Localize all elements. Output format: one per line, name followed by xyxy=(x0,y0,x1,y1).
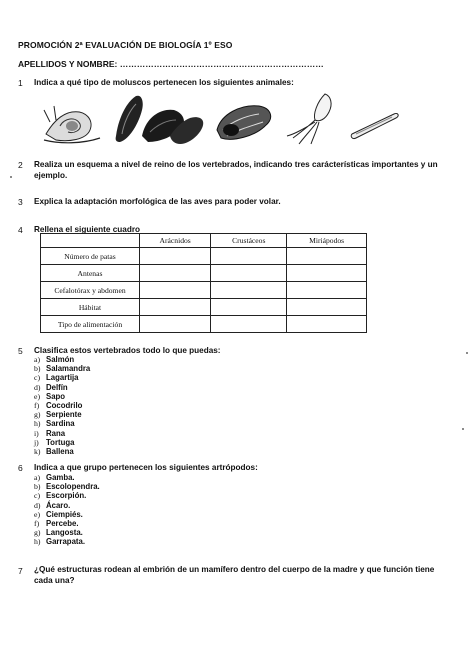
question-4-number: 4 xyxy=(18,225,23,235)
answer-cell[interactable] xyxy=(211,316,287,333)
answer-cell[interactable] xyxy=(287,248,367,265)
squid-icon xyxy=(287,94,331,144)
list-item: c) Lagartija xyxy=(34,373,79,383)
name-line: APELLIDOS Y NOMBRE: ……………………………………………………………… xyxy=(18,59,324,69)
question-6-text: Indica a que grupo pertenecen los siguientes artrópodos: xyxy=(34,463,258,472)
question-7-text-line1: ¿Qué estructuras rodean al embrión de un mamífero dentro del cuerpo de la madre y que función tiene xyxy=(34,565,435,574)
list-item: j) Tortuga xyxy=(34,437,75,447)
exam-title: PROMOCIÓN 2ª EVALUACIÓN DE BIOLOGÍA 1º ESO xyxy=(18,40,233,50)
answer-cell[interactable] xyxy=(140,248,211,265)
question-7-number: 7 xyxy=(18,566,23,576)
list-item: h) Garrapata. xyxy=(34,537,86,547)
snail-icon xyxy=(44,106,100,143)
answer-cell[interactable] xyxy=(140,299,211,316)
sea-shell-icon xyxy=(217,106,271,140)
answer-cell[interactable] xyxy=(140,316,211,333)
list-item: b) Salamandra xyxy=(34,364,91,374)
table-header-cell xyxy=(41,234,140,248)
table-row xyxy=(41,248,367,265)
table-header-row xyxy=(41,234,367,248)
question-5-text: Clasifica estos vertebrados todo lo que puedas: xyxy=(34,346,221,355)
list-item: a) Salmón xyxy=(34,355,75,364)
list-item: b) Escolopendra. xyxy=(34,482,100,492)
answer-cell[interactable] xyxy=(211,265,287,282)
table-row xyxy=(41,265,367,282)
clam-icon xyxy=(142,110,203,144)
list-item: f) Percebe. xyxy=(34,519,79,529)
question-2-text-line1: Realiza un esquema a nivel de reino de los vertebrados, indicando tres carácterísticas importantes y un xyxy=(34,160,438,169)
answer-cell[interactable] xyxy=(211,299,287,316)
list-item: c) Escorpión. xyxy=(34,491,87,501)
question-1-text: Indica a qué tipo de moluscos pertenecen los siguientes animales: xyxy=(34,78,294,87)
list-item: h) Sardina xyxy=(34,419,75,429)
answer-cell[interactable] xyxy=(287,282,367,299)
table-row xyxy=(41,299,367,316)
question-5-number: 5 xyxy=(18,346,23,356)
table-header-cell: Crustáceos xyxy=(211,234,287,248)
table-header-cell: Arácnidos xyxy=(140,234,211,248)
table-row xyxy=(41,282,367,299)
question-2-number: 2 xyxy=(18,160,23,170)
list-item: f) Cocodrilo xyxy=(34,401,83,411)
mussel-icon xyxy=(116,96,143,142)
answer-cell[interactable] xyxy=(287,316,367,333)
list-item: d) Ácaro. xyxy=(34,500,71,510)
table-header-cell: Miriápodos xyxy=(287,234,367,248)
question-4-text: Rellena el siguiente cuadro xyxy=(34,225,141,234)
mollusc-images xyxy=(40,92,400,147)
razor-clam-icon xyxy=(351,113,398,138)
table-row-label: Hábitat xyxy=(41,299,140,316)
question-3-number: 3 xyxy=(18,197,23,207)
table-row-label: Antenas xyxy=(41,265,140,282)
answer-cell[interactable] xyxy=(287,299,367,316)
list-item: g) Langosta. xyxy=(34,528,83,538)
list-item: a) Gamba. xyxy=(34,473,75,482)
list-item: k) Ballena xyxy=(34,447,74,457)
list-item: e) Sapo xyxy=(34,391,66,401)
answer-cell[interactable] xyxy=(140,282,211,299)
scan-speck xyxy=(462,428,464,430)
answer-cell[interactable] xyxy=(140,265,211,282)
arthropod-list xyxy=(34,473,100,547)
question-3-text: Explica la adaptación morfológica de las aves para poder volar. xyxy=(34,197,281,206)
list-item: i) Rana xyxy=(34,428,66,438)
table-row-label: Tipo de alimentación xyxy=(41,316,140,333)
question-7-text-line2: cada una? xyxy=(34,576,75,585)
question-2-text-line2: ejemplo. xyxy=(34,171,68,180)
scan-speck xyxy=(466,352,468,354)
arthropod-table xyxy=(40,233,367,333)
table-row-label: Cefalotórax y abdomen xyxy=(41,282,140,299)
vertebrate-list xyxy=(34,355,90,456)
list-item: d) Delfín xyxy=(34,382,68,392)
answer-cell[interactable] xyxy=(211,248,287,265)
question-1-number: 1 xyxy=(18,78,23,88)
scan-speck xyxy=(10,176,12,178)
question-6-number: 6 xyxy=(18,463,23,473)
table-row-label: Número de patas xyxy=(41,248,140,265)
answer-cell[interactable] xyxy=(211,282,287,299)
list-item: g) Serpiente xyxy=(34,410,82,420)
answer-cell[interactable] xyxy=(287,265,367,282)
table-row xyxy=(41,316,367,333)
list-item: e) Ciempiés. xyxy=(34,509,83,519)
